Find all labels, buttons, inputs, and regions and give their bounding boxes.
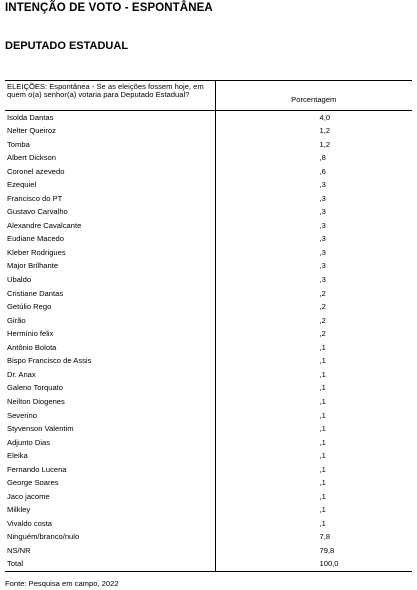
row-label: Gustavo Carvalho: [7, 207, 68, 217]
row-percentage: ,1: [215, 503, 412, 517]
table-row: [5, 476, 412, 490]
row-percentage: ,2: [215, 287, 412, 301]
row-label: Eleika: [7, 451, 28, 461]
table-body: [5, 111, 412, 572]
row-label: Dr. Anax: [7, 369, 36, 379]
table-row: [5, 287, 412, 301]
row-percentage: ,8: [215, 151, 412, 165]
row-percentage: ,3: [215, 273, 412, 287]
row-label: Total: [5, 558, 215, 572]
row-label: Ubaldo: [7, 275, 32, 285]
row-label: Tomba: [7, 139, 30, 149]
row-percentage: ,2: [215, 314, 412, 328]
row-label: Galeno Torquato: [7, 383, 64, 393]
row-percentage: ,2: [215, 327, 412, 341]
table-row: [5, 503, 412, 517]
row-label: Major Brilhante: [7, 261, 59, 271]
table-row: [5, 341, 412, 355]
row-label: Isolda Dantas: [7, 112, 54, 122]
row-label: Neilton Diogenes: [7, 396, 65, 406]
table-row: [5, 354, 412, 368]
results-table: [5, 80, 412, 572]
row-percentage: ,1: [215, 476, 412, 490]
row-percentage: ,3: [215, 192, 412, 206]
page-title: INTENÇÃO DE VOTO - ESPONTÂNEA: [5, 2, 213, 14]
row-percentage: ,1: [215, 341, 412, 355]
table-row: [5, 436, 412, 450]
table-row: [5, 138, 412, 152]
row-percentage: ,3: [215, 246, 412, 260]
row-label: Vivaldo costa: [7, 518, 53, 528]
row-percentage: ,3: [215, 219, 412, 233]
table-row: [5, 178, 412, 192]
row-percentage: ,3: [215, 178, 412, 192]
table-row: [5, 124, 412, 138]
row-label: Coronel azevedo: [7, 166, 65, 176]
table-row: [5, 530, 412, 544]
row-percentage: ,1: [215, 463, 412, 477]
row-percentage: ,1: [215, 517, 412, 531]
row-label: Jaco jacome: [7, 491, 50, 501]
table-row: [5, 151, 412, 165]
table-row: [5, 192, 412, 206]
table-row: [5, 544, 412, 558]
table-row: [5, 449, 412, 463]
row-label: Nelter Queiroz: [7, 126, 56, 136]
row-percentage: 1,2: [215, 124, 412, 138]
table-row: [5, 232, 412, 246]
row-label: Cristiane Dantas: [7, 288, 64, 298]
row-label: Ninguém/branco/nulo: [7, 532, 80, 542]
table-row: [5, 205, 412, 219]
table-row: [5, 381, 412, 395]
row-percentage: ,1: [215, 449, 412, 463]
table-row: [5, 558, 412, 572]
source-note: Fonte: Pesquisa em campo, 2022: [5, 579, 119, 588]
row-label: Milkley: [7, 505, 31, 515]
row-percentage: ,2: [215, 300, 412, 314]
row-percentage: ,1: [215, 436, 412, 450]
row-label: Hermínio felix: [7, 329, 54, 339]
table-row: [5, 463, 412, 477]
table-row: [5, 517, 412, 531]
table-row: [5, 260, 412, 274]
row-label: Girão: [7, 315, 26, 325]
row-label: Albert Dickson: [7, 153, 56, 163]
row-label: George Soares: [7, 478, 59, 488]
row-percentage: 7,8: [215, 530, 412, 544]
row-label: Eudiane Macedo: [7, 234, 64, 244]
table-row: [5, 490, 412, 504]
row-label: Ezequiel: [7, 180, 37, 190]
table-row: [5, 273, 412, 287]
row-percentage: ,3: [215, 260, 412, 274]
row-percentage: 4,0: [215, 111, 412, 125]
table-header-row: [5, 81, 412, 111]
row-percentage: ,1: [215, 381, 412, 395]
table-row: [5, 165, 412, 179]
row-label: Severino: [7, 410, 37, 420]
row-label: NS/NR: [7, 545, 31, 555]
row-label: Antônio Bolota: [7, 342, 57, 352]
table-row: [5, 111, 412, 125]
table-row: [5, 422, 412, 436]
row-label: Getúlio Rego: [7, 302, 52, 312]
row-percentage: 100,0: [215, 558, 412, 572]
table-row: [5, 300, 412, 314]
row-label: Kleber Rodrigues: [7, 247, 66, 257]
row-percentage: ,1: [215, 395, 412, 409]
row-label: Alexandre Cavalcante: [7, 220, 82, 230]
row-percentage: ,3: [215, 232, 412, 246]
table-row: [5, 327, 412, 341]
row-label: Francisco do PT: [7, 193, 63, 203]
row-label: Adjunto Dias: [7, 437, 51, 447]
table-row: [5, 219, 412, 233]
table-row: [5, 246, 412, 260]
row-percentage: 1,2: [215, 138, 412, 152]
row-percentage: ,3: [215, 205, 412, 219]
row-percentage: ,6: [215, 165, 412, 179]
table-row: [5, 409, 412, 423]
row-percentage: ,1: [215, 422, 412, 436]
row-percentage: ,1: [215, 368, 412, 382]
table-row: [5, 368, 412, 382]
row-percentage: 79,8: [215, 544, 412, 558]
row-label: Bispo Francisco de Assis: [7, 356, 92, 366]
page-subtitle: DEPUTADO ESTADUAL: [5, 40, 129, 52]
header-percentage: Porcentagem: [215, 81, 412, 111]
header-question: ELEIÇÕES: Espontânea - Se as eleições fossem hoje, em quem o(a) senhor(a) votaria para Deputado Estadual?: [5, 81, 215, 111]
row-label: Fernando Lucena: [7, 464, 67, 474]
table-row: [5, 395, 412, 409]
row-label: Styvenson Valentim: [7, 424, 74, 434]
table-row: [5, 314, 412, 328]
row-percentage: ,1: [215, 409, 412, 423]
row-percentage: ,1: [215, 354, 412, 368]
row-percentage: ,1: [215, 490, 412, 504]
